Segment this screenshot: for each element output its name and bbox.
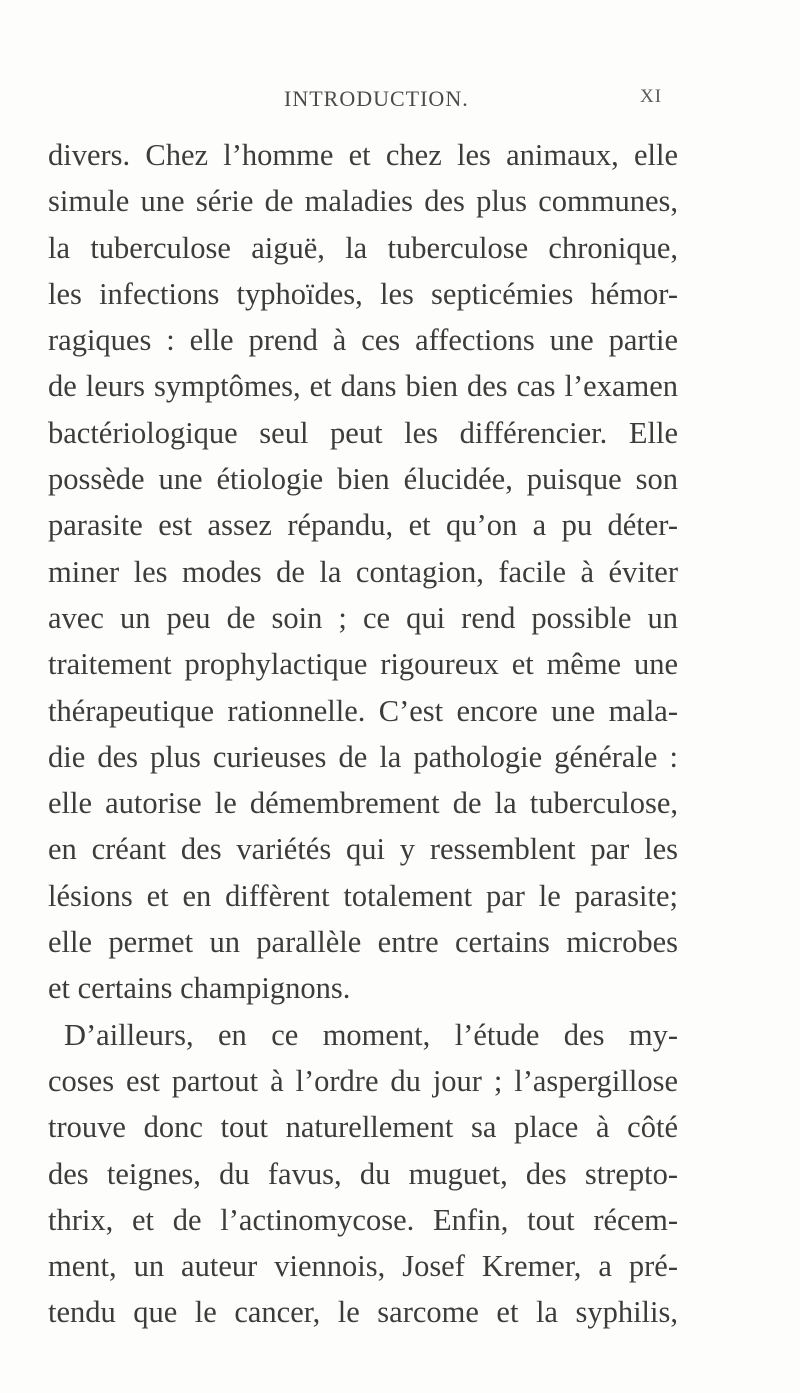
text-line: possède une étiologie bien élucidée, puisque son <box>48 462 678 497</box>
text-line: avec un peu de soin ; ce qui rend possible un <box>48 600 678 635</box>
text-line: ragiques : elle prend à ces affections une partie <box>48 323 678 358</box>
paragraph-end-line: et certains champignons. <box>48 971 351 1006</box>
page-number: XI <box>640 86 663 107</box>
body-text <box>48 132 678 1336</box>
text-line: thérapeutique rationnelle. C’est encore une mala- <box>48 693 678 728</box>
text-line: lésions et en diffèrent totalement par le parasite; <box>48 878 678 913</box>
text-line: trouve donc tout naturellement sa place à côté <box>48 1110 678 1145</box>
text-line: elle permet un parallèle entre certains microbes <box>48 925 678 960</box>
text-line: parasite est assez répandu, et qu’on a pu déter- <box>48 508 678 543</box>
text-line: die des plus curieuses de la pathologie générale : <box>48 739 678 774</box>
text-line: en créant des variétés qui y ressemblent par les <box>48 832 678 867</box>
text-line: miner les modes de la contagion, facile à éviter <box>48 554 678 589</box>
text-line: des teignes, du favus, du muguet, des strepto- <box>48 1156 678 1191</box>
text-line: thrix, et de l’actinomycose. Enfin, tout récem- <box>48 1202 678 1237</box>
text-line: les infections typhoïdes, les septicémies hémor- <box>48 276 678 311</box>
text-line: de leurs symptômes, et dans bien des cas l’examen <box>48 369 678 404</box>
text-line: la tuberculose aiguë, la tuberculose chronique, <box>48 230 678 265</box>
running-title: INTRODUCTION. <box>284 86 469 111</box>
text-line: coses est partout à l’ordre du jour ; l’aspergillose <box>48 1063 678 1098</box>
running-head <box>0 86 800 116</box>
text-line: traitement prophylactique rigoureux et même une <box>48 647 678 682</box>
paragraph-start-line: D’ailleurs, en ce moment, l’étude des my- <box>64 1017 678 1052</box>
text-line: tendu que le cancer, le sarcome et la syphilis, <box>48 1295 678 1330</box>
text-line: ment, un auteur viennois, Josef Kremer, a pré- <box>48 1249 678 1284</box>
text-line: elle autorise le démembrement de la tuberculose, <box>48 786 678 821</box>
text-line: bactériologique seul peut les différencier. Elle <box>48 415 678 450</box>
text-line: simule une série de maladies des plus communes, <box>48 184 678 219</box>
text-line: divers. Chez l’homme et chez les animaux, elle <box>48 138 678 172</box>
